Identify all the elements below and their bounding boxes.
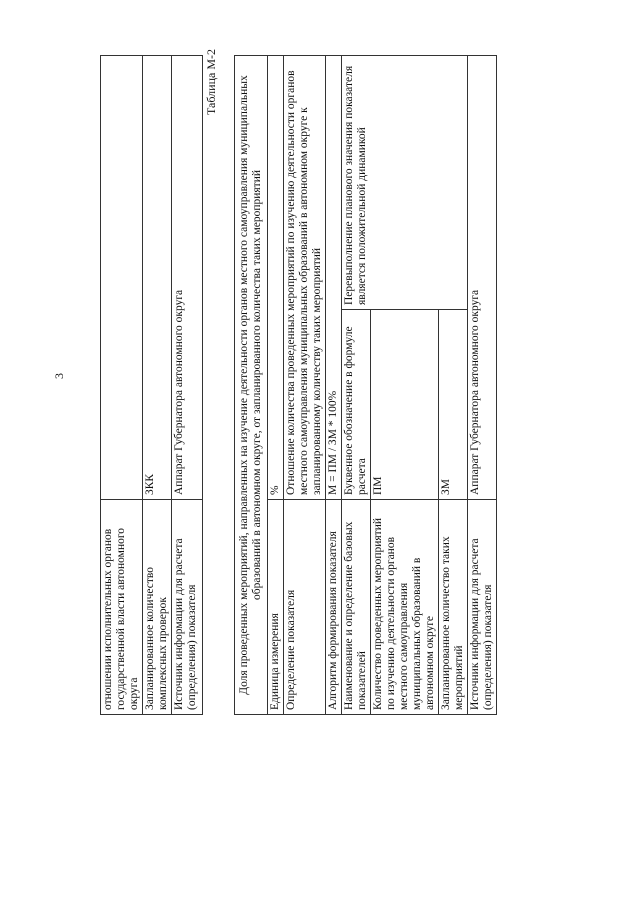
indicator-table-continuation xyxy=(100,55,203,715)
row-value: % xyxy=(268,56,284,500)
row-value: ЗКК xyxy=(143,56,172,500)
row-label: Единица измерения xyxy=(268,500,284,715)
table-row xyxy=(342,56,371,715)
table-label: Таблица М-2 xyxy=(204,49,218,115)
row-label: Источник информации для расчета (определения) показателя xyxy=(172,500,203,715)
table-row xyxy=(143,56,172,715)
table-row xyxy=(326,56,342,715)
row-label-line: отношении исполнительных органов xyxy=(102,528,114,710)
row-value: М = ПМ / ЗМ * 100% xyxy=(326,56,342,500)
table-cell xyxy=(101,56,143,500)
row-label: Определение показателя xyxy=(284,500,326,715)
row-value: Аппарат Губернатора автономного округа xyxy=(468,56,497,500)
table-row xyxy=(172,56,203,715)
indicator-table-m2 xyxy=(234,55,497,715)
row-label: Источник информации для расчета (определения) показателя xyxy=(468,500,497,715)
row-label: Запланированное количество таких мероприятий xyxy=(439,500,468,715)
row-label: Алгоритм формирования показателя xyxy=(326,500,342,715)
table-row xyxy=(235,56,268,715)
table-title: Доля проведенных мероприятий, направленных на изучение деятельности органов местного самоуправления муниципальных образований в автономном округе, от запланированного количества таких мероприятий xyxy=(235,56,268,715)
table-cell xyxy=(101,500,143,715)
table-row xyxy=(284,56,326,715)
page-number: 3 xyxy=(52,373,66,379)
table-row xyxy=(101,56,143,715)
row-symbol: ПМ xyxy=(371,310,439,500)
row-value: Отношение количества проведенных мероприятий по изучению деятельности органов местного самоуправления муниципальных образований в автономном округе к запланированному количеству таких мероприятий xyxy=(284,56,326,500)
row-label: Наименование и определение базовых показателей xyxy=(342,500,371,715)
table-row xyxy=(468,56,497,715)
row-value: Аппарат Губернатора автономного округа xyxy=(172,56,203,500)
row-label: Запланированное количество комплексных проверок xyxy=(143,500,172,715)
symbol-header: Буквенное обозначение в формуле расчета xyxy=(342,310,371,500)
note-cell: Перевыполнение планового значения показателя является положительной динамикой xyxy=(342,56,468,310)
row-label: Количество проведенных мероприятий по изучению деятельности органов местного самоуправления муниципальных образований в автономном округе xyxy=(371,500,439,715)
table-row xyxy=(268,56,284,715)
row-symbol: ЗМ xyxy=(439,310,468,500)
row-label-line: государственной власти автономного округа xyxy=(115,527,140,710)
